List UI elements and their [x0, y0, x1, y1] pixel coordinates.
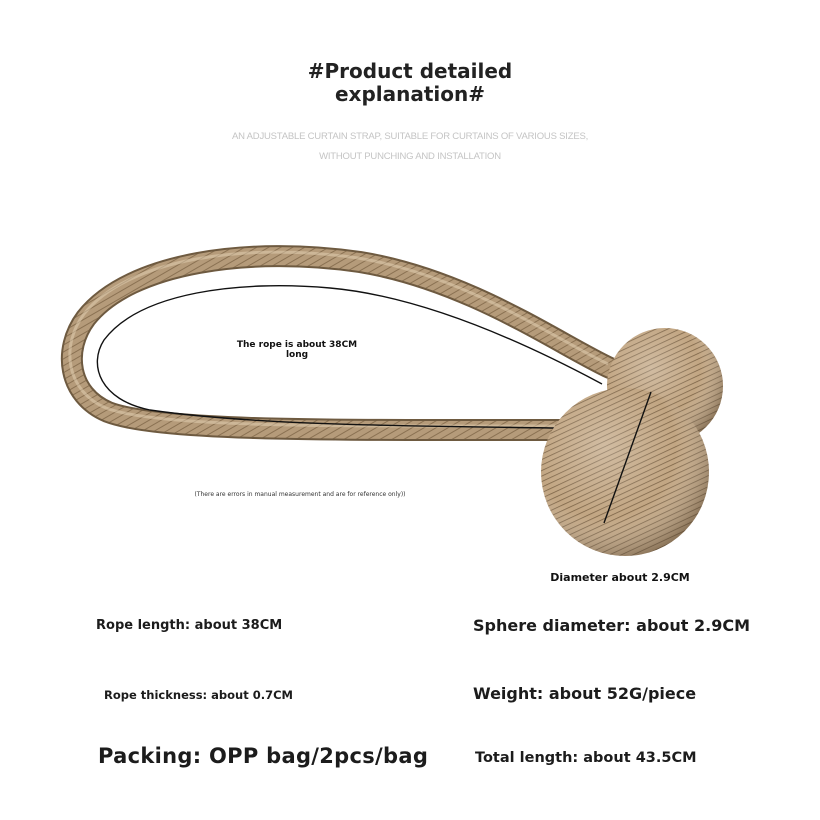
rope-note-line-2: long: [285, 350, 309, 360]
subtitle-line-2: WITHOUT PUNCHING AND INSTALLATION: [319, 151, 501, 162]
subtitle-line-1: AN ADJUSTABLE CURTAIN STRAP, SUITABLE FOR CURTAINS OF VARIOUS SIZES,: [231, 131, 589, 142]
spec-rope-length: Rope length: about 38CM: [96, 618, 283, 633]
spec-sphere-diameter: Sphere diameter: about 2.9CM: [473, 616, 751, 635]
title-line-1: #Product detailed: [307, 59, 513, 83]
spec-weight: Weight: about 52G/piece: [473, 684, 697, 703]
spec-packing: Packing: OPP bag/2pcs/bag: [98, 744, 429, 768]
sphere-front: [541, 388, 709, 556]
title-line-2: explanation#: [334, 82, 486, 106]
spec-total-length: Total length: about 43.5CM: [475, 750, 697, 766]
rope-length-annotation: [222, 340, 372, 360]
spec-rope-thickness: Rope thickness: about 0.7CM: [104, 688, 293, 702]
diameter-annotation: Diameter about 2.9CM: [550, 571, 690, 584]
measurement-disclaimer: (There are errors in manual measurement and are for reference only)): [194, 491, 406, 498]
rope-note-line-1: The rope is about 38CM: [236, 340, 358, 350]
